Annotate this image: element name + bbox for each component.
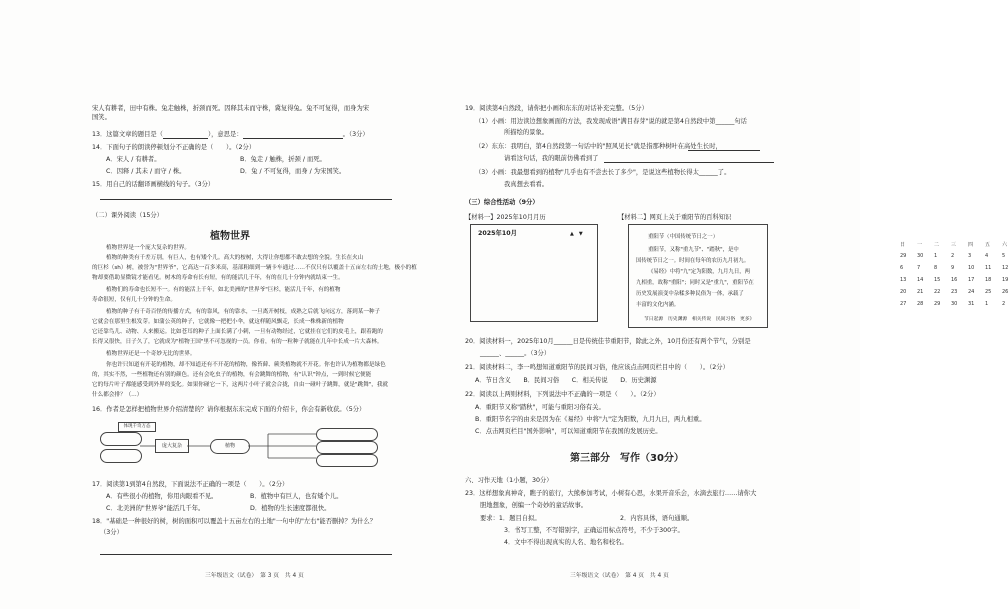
section-2-heading: （二）课外阅读（15分） [92, 212, 163, 219]
calendar-day[interactable]: 2 [1002, 301, 1006, 307]
calendar-weekday: 五 [985, 242, 991, 248]
diagram-center-plant: 植物 [210, 439, 250, 454]
q20b: ______、______。（3分） [480, 350, 551, 357]
q14-option-b: B．兔走 / 触株，折颈 / 而死。 [240, 156, 326, 163]
q13-text: 13．这篇文章的题目是（ [92, 131, 163, 138]
paragraph: 植物的种类有千差万别，有巨人，也有矮个儿。高大的桉树，大得让你想都不敢去想的全貌。生长在火山 [106, 255, 364, 261]
calendar-weekday: 三 [951, 242, 957, 248]
paragraph: 植物的种子有千奇百怪的传播方式，有的靠风，有的靠水，一旦离开树枝，成熟之后就飞向远方，落到某一种子 [106, 309, 381, 315]
m2-line: 重阳节，又称"重九节"、"踏秋"，是中 [648, 247, 739, 253]
q19-3b: 我真想去看看。 [504, 181, 549, 188]
diagram-blank-oval[interactable] [316, 428, 378, 441]
q20: 20．阅读材料一，2025年10月______日是传统佳节重阳节，除此之外，10月份还有两个节气，分别是 [465, 338, 751, 345]
q19-3: （3）小画：我最想看到的植物"几乎也有不尝去长了多少"，是说这些植物长得太______了。 [475, 169, 731, 176]
part-3-heading: 第三部分 写作（30分） [570, 453, 684, 464]
calendar-day[interactable]: 13 [900, 277, 907, 283]
calendar-day[interactable]: 16 [951, 277, 958, 283]
calendar-day[interactable]: 23 [951, 289, 958, 295]
calendar-day[interactable]: 31 [968, 301, 975, 307]
calendar-day[interactable]: 30 [951, 301, 958, 307]
paragraph: 植物世界还是一个奇妙无比的世界。 [106, 351, 196, 357]
q22-option-c: C．点击网页栏目"国外影响"，可以知道重阳节在我国的发展历史。 [475, 428, 662, 435]
q19-1: （1）小画：用边读边想象画面的方法，我发现成语"满目春芽"说的就是第4自然段中第______句话 [475, 118, 747, 125]
calendar-day[interactable]: 22 [934, 289, 941, 295]
q22: 22．阅读以上两则材料，下列说法中不正确的一项是（ ）。（2分） [465, 391, 660, 398]
q18-score: （3分） [100, 529, 123, 536]
q17-option-a: A．有些很小的植物，你用肉眼看不见。 [106, 493, 218, 500]
paragraph: 什么都会排？（…） [92, 392, 143, 398]
m2-line: 历史发展演变中杂糅多种民俗为一体，承载了 [636, 291, 744, 297]
q22-option-b: B．重阳节名字的由来是因为在《易经》中将"九"定为阳数，九月九日，两九相重。 [475, 416, 706, 423]
q19-2b: 请看这句话，我的眼前仿佛看到了 [504, 155, 599, 162]
q23b: 胆地想象，创编一个奇妙的童话故事。 [480, 502, 588, 509]
material-1-label: 【材料一】2025年10月月历 [465, 214, 546, 221]
calendar-day[interactable]: 29 [900, 253, 907, 259]
calendar-day[interactable]: 17 [968, 277, 975, 283]
m2-line: 国传统节日之一。时间在每年的农历九月初九。 [636, 258, 750, 264]
page-footer-4: 三年级语文（试卷） 第 4 页 共 4 页 [570, 573, 669, 579]
calendar-day[interactable]: 19 [1002, 277, 1008, 283]
requirement-4: 4．文中不得出现真实的人名、地名和校名。 [504, 539, 628, 546]
requirement-3: 3．书写工整，不写错别字，正确运用标点符号，不少于300字。 [504, 527, 684, 534]
m2-title: 重阳节（中国传统节日之一） [648, 234, 719, 240]
diagram-blank-oval[interactable] [316, 454, 378, 467]
calendar-day[interactable]: 4 [985, 253, 989, 259]
calendar-day[interactable]: 1 [985, 301, 989, 307]
q17-option-b: B．植物中有巨人，也有矮个儿。 [250, 493, 343, 500]
calendar-day[interactable]: 12 [1002, 265, 1008, 271]
material-2-label: 【材料二】网页上关于重阳节的百科知识 [618, 214, 732, 221]
intro-line: 宋人有耕者，田中有株。兔走触株，折颈而死。因释其未而守株，冀复得兔。兔不可复得，而身为宋 [92, 105, 370, 112]
intro-line-2: 国笑。 [92, 114, 111, 121]
section-6-heading: 六、习作天地（1小题，30分） [465, 477, 553, 484]
calendar-day[interactable]: 8 [934, 265, 938, 271]
calendar-day[interactable]: 1 [934, 253, 938, 259]
q19-2: （2）东东：我明白，第4自然段第一句话中的"照风见长"就是指那种树叶在高处生长时， [475, 143, 722, 150]
calendar-day[interactable]: 21 [917, 289, 924, 295]
paragraph: 植物世界是一个庞大复杂的世界。 [106, 245, 190, 251]
diagram-box-complex: 庞大复杂 [155, 439, 189, 453]
q21-options: A．节日含义 B．民间习俗 C．相关传说 D．历史渊源 [475, 377, 657, 384]
q16: 16．作者是怎样把植物世界介绍清楚的？请你根据东东完成下面的介绍卡，你会有新收获。（5分） [92, 406, 366, 413]
paragraph: 它还靠鸟儿、动物、人来搬运。比如苍耳的种子上面长满了小刺，一旦有动物经过，它就挂在它们的皮毛上，跟着跑的 [92, 329, 383, 335]
calendar-day[interactable]: 30 [917, 253, 924, 259]
calendar-nav[interactable]: ▲ ▼ [570, 231, 583, 237]
requirement-2: 2．内容具体，语句通顺。 [620, 515, 694, 522]
q14-option-d: D．兔 / 不可复得，而身 / 为宋国笑。 [240, 168, 346, 175]
q17-option-d: D．植物的生长速度都很快。 [250, 505, 331, 512]
left-page [0, 0, 430, 609]
calendar-day[interactable]: 24 [968, 289, 975, 295]
q14-option-a: A．宋人 / 有耕者。 [106, 156, 161, 163]
q17: 17．阅读第1到第4自然段，下面说法不正确的一项是（ ）。（2分） [92, 481, 289, 488]
paragraph: 它的每片叶子都能感受到外界的变化。如果你碰它一下，这两片小叶子就会合拢，自由一碰叶子跳舞，就是"跳舞"，我就 [92, 382, 389, 388]
paragraph: 长得又很快，日子久了，它就成为"植物王国"里不可忽视的一员。你看，有的一粒种子就能在几年中长成一片大森林。 [92, 339, 383, 345]
calendar-day[interactable]: 29 [934, 301, 941, 307]
right-page [430, 0, 1008, 609]
calendar-title: 2025年10月 [478, 230, 517, 237]
calendar-day[interactable]: 20 [900, 289, 907, 295]
q13-mid: ），意思是： [207, 131, 243, 138]
calendar-day[interactable]: 27 [900, 301, 907, 307]
q14: 14．下面句子的朗读停顿划分不正确的是（ ）。（2分） [92, 144, 256, 151]
calendar-day[interactable]: 18 [985, 277, 992, 283]
answer-line[interactable] [604, 162, 774, 163]
diagram-header-box: 体现千奇万态 [118, 422, 156, 432]
paragraph: 物却要借助显微镜才能看见。树木的寿命有长有短，有的能活几千年，有的在几十分钟内就结束一生。 [92, 275, 344, 281]
calendar-day[interactable]: 14 [917, 277, 924, 283]
page-footer-3: 三年级语文（试卷） 第 3 页 共 4 页 [205, 573, 304, 579]
q19-1b: 所描绘的景象。 [504, 129, 549, 136]
calendar-day[interactable]: 9 [951, 265, 955, 271]
q18: 18．"基础是一种很好的树，树的面积可以覆盖十五亩左右的土地"一句中的"左右"能否删掉？为什么？ [92, 518, 377, 525]
paragraph: 植物们的寿命也长短不一。有的能活上千年，如北美洲的"世界爷"巨杉，能活几千年，有的植物 [106, 287, 341, 293]
calendar-day[interactable]: 2 [951, 253, 955, 259]
answer-line[interactable] [688, 150, 760, 151]
calendar-weekday: 六 [1002, 242, 1008, 248]
calendar-day[interactable]: 7 [917, 265, 921, 271]
calendar-day[interactable]: 26 [1002, 289, 1008, 295]
calendar-weekday: 一 [917, 242, 923, 248]
calendar-weekday: 二 [934, 242, 940, 248]
m2-line: 《易经》中将"九"定为阳数，九月九日，两 [648, 269, 750, 275]
calendar-day[interactable]: 15 [934, 277, 941, 283]
q22-option-a: A．重阳节又称"踏秋"，可能与重阳习俗有关。 [475, 404, 605, 411]
q15: 15．用自己的话翻译画横线的句子。（3分） [92, 181, 215, 188]
q23: 23．这样想象真神奇，瞧子的旅行，大熊参加考试，小树有心思，水果开音乐会，水滴去旅行……请你大 [465, 490, 757, 497]
paragraph: 的，其实不然，一些植物还有别的颜色。还有会吃虫子的植物，有会跳舞的植物，有"认识"钟点，一到时候它便能 [92, 372, 372, 378]
diagram-blank-oval[interactable] [100, 449, 142, 463]
diagram-blank-oval[interactable] [100, 432, 142, 446]
q19: 19．阅读第4自然段，请你把小画和东东的对话补充完整。（5分） [465, 105, 648, 112]
paragraph: 你也许只知道有开花的植物，却不知道还有不开花的植物，像苔藓、蕨类植物就不开花。你也许认为植物都是绿色 [106, 362, 386, 368]
calendar-day[interactable]: 11 [985, 265, 992, 271]
m2-line: 九相重，故称"重阳"；同时又是"重九"，重阳节在 [636, 280, 754, 286]
m2-line: 丰富的文化内涵。 [636, 302, 680, 308]
paragraph: 的巨杉（sh）树，被誉为"世界爷"，它高达一百多米高，基部粗细到一辆卡车通过……不仅只有以覆盖十五亩左右的土地，极小的植 [92, 265, 417, 271]
section-3-heading: （三）综合性活动（9分） [465, 199, 539, 206]
q17-option-c: C．北美洲的"世界爷"能活几千年。 [106, 505, 205, 512]
q21: 21．阅读材料二，李一鸣想知道重阳节的民间习俗，他应该点击网页栏目中的（ ）。（2分） [465, 364, 729, 371]
calendar-weekday: 四 [968, 242, 974, 248]
q13-score: 。（3分） [342, 131, 369, 138]
calendar [470, 224, 598, 322]
calendar-day[interactable]: 10 [968, 265, 975, 271]
requirement-1: 要求：1．题目自拟。 [480, 515, 541, 522]
calendar-day[interactable]: 6 [900, 265, 904, 271]
calendar-day[interactable]: 25 [985, 289, 992, 295]
calendar-day[interactable]: 3 [968, 253, 972, 259]
article-title: 植物世界 [210, 231, 250, 242]
q14-option-c: C．因释 / 其未 / 而守 / 株。 [106, 168, 186, 175]
calendar-day[interactable]: 5 [1002, 253, 1006, 259]
paragraph: 它就会在那里生根发芽。如蒲公英的种子，它就像一把把小伞，就这样随风飘走，长成一株株新的植物 [92, 319, 344, 325]
diagram-blank-oval[interactable] [316, 441, 378, 454]
calendar-weekday: 日 [900, 242, 906, 248]
answer-line[interactable] [100, 554, 392, 555]
calendar-day[interactable]: 28 [917, 301, 924, 307]
m2-tabs[interactable]: 节日起源 历史渊源 相关传说 民间习俗 更多》 [644, 317, 755, 322]
paragraph: 寿命很短，仅有几十分钟的生命。 [92, 297, 176, 303]
